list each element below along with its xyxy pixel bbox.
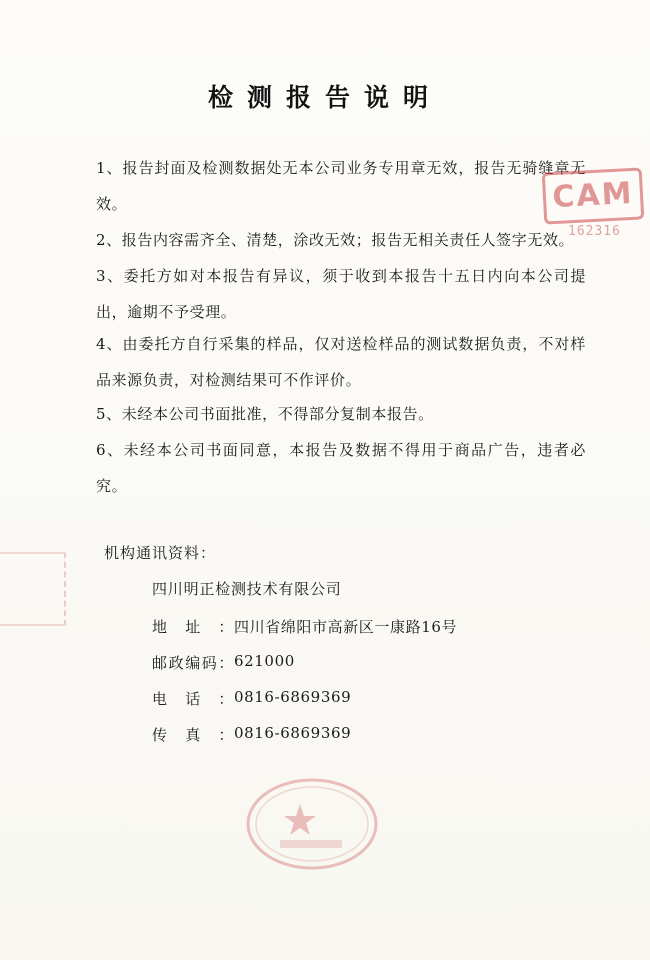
clause-2: 2、报告内容需齐全、清楚，涂改无效；报告无相关责任人签字无效。 <box>96 231 575 249</box>
seal-icon <box>242 774 382 874</box>
address-value: 四川省绵阳市高新区一康路16号 <box>234 618 458 636</box>
phone-row <box>152 688 351 709</box>
contact-heading: 机构通讯资料： <box>104 544 217 562</box>
clause-3: 3、委托方如对本报告有异议，须于收到本报告十五日内向本公司提出，逾期不予受理。 <box>96 267 586 321</box>
clause-6: 6、未经本公司书面同意，本报告及数据不得用于商品广告，违者必究。 <box>96 441 586 495</box>
cma-stamp: CAM <box>542 167 645 224</box>
seam-stamp <box>0 552 66 626</box>
cma-number: 162316 <box>568 224 621 239</box>
postcode-value: 621000 <box>234 652 295 670</box>
postcode-label: 邮政编码： <box>152 654 234 672</box>
clause-4: 4、由委托方自行采集的样品，仅对送检样品的测试数据负责，不对样品来源负责，对检测结果可不作评价。 <box>96 335 586 389</box>
phone-value: 0816-6869369 <box>234 688 352 706</box>
phone-label: 电话： <box>152 690 234 708</box>
fax-label: 传真： <box>152 726 234 744</box>
company-seal <box>242 774 382 878</box>
document-title: 检测报告说明 <box>207 83 442 112</box>
clause-5: 5、未经本公司书面批准，不得部分复制本报告。 <box>96 405 434 423</box>
postcode-row <box>152 652 295 673</box>
address-row <box>152 616 457 637</box>
address-label: 地址： <box>152 618 234 636</box>
clause-1: 1、报告封面及检测数据处无本公司业务专用章无效，报告无骑缝章无效。 <box>96 159 586 213</box>
fax-value: 0816-6869369 <box>234 724 352 742</box>
company-name: 四川明正检测技术有限公司 <box>152 580 342 598</box>
fax-row <box>152 724 351 745</box>
